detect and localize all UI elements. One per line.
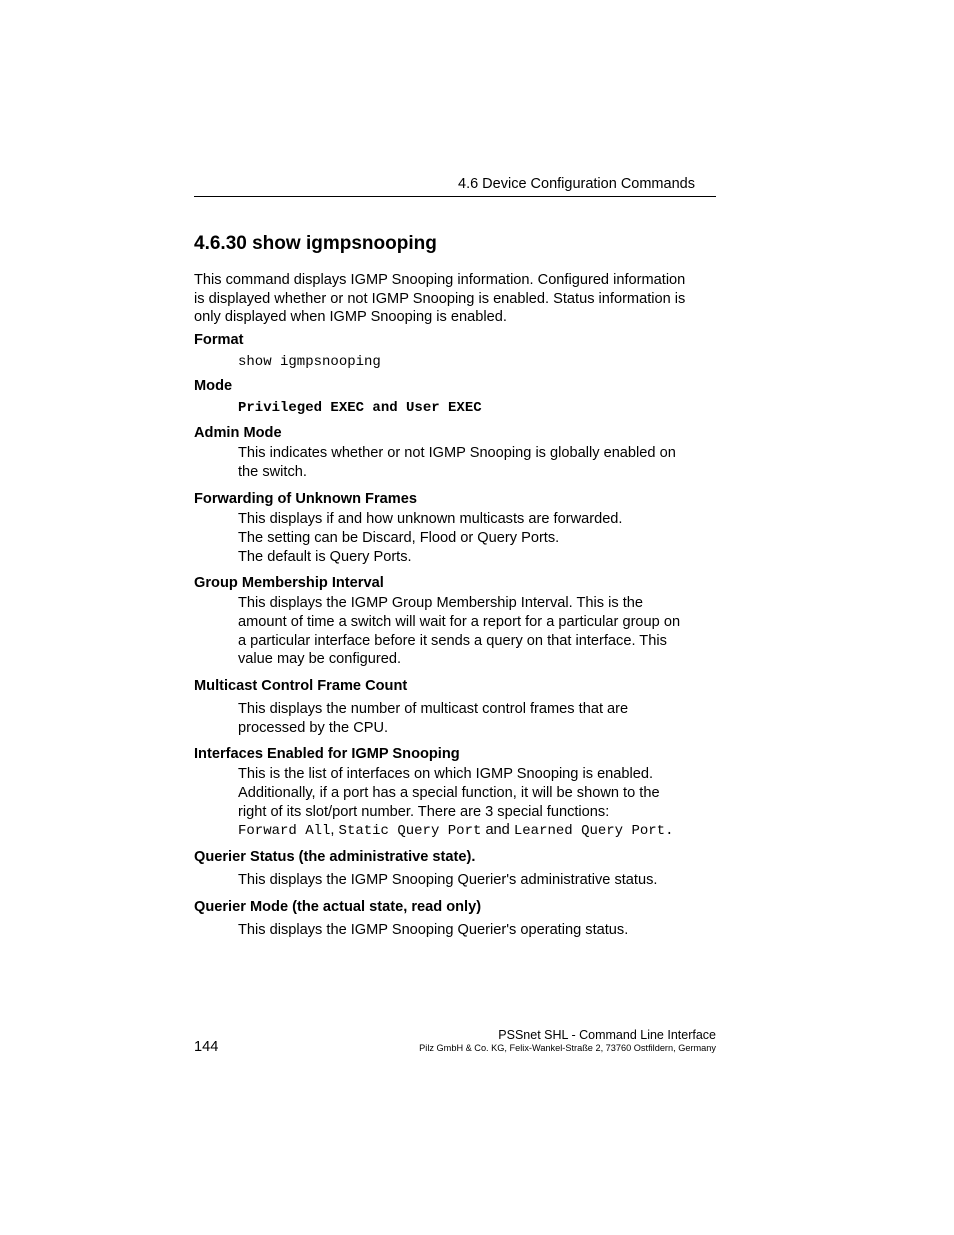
forwarding-description [238,510,724,566]
intro-line: only displayed when IGMP Snooping is enabled. [194,309,507,326]
admin-mode-description [238,444,724,482]
description-line: This displays the IGMP Snooping Querier's administrative status. [238,872,658,888]
description-line: processed by the CPU. [238,719,389,736]
description-line: The default is Query Ports. [238,548,412,565]
description-line: This displays the number of multicast control frames that are [238,701,629,717]
group-membership-description [238,594,724,669]
separator-and: and [485,822,510,839]
format-command: show igmpsnooping [238,354,381,370]
running-header: 4.6 Device Configuration Commands [458,176,695,192]
multicast-count-description [238,700,724,738]
description-line: This displays the IGMP Group Membership Interval. This is the [238,595,644,611]
interfaces-description [238,765,724,841]
section-title: 4.6.30 show igmpsnooping [194,233,437,254]
description-line: Additionally, if a port has a special function, it will be shown to the [238,784,660,801]
multicast-count-label: Multicast Control Frame Count [194,678,408,694]
description-line: This displays if and how unknown multicasts are forwarded. [238,511,623,527]
function-learned-query-port: Learned Query Port [513,823,666,840]
description-line: a particular interface before it sends a query on that interface. This [238,632,667,649]
intro-line: This command displays IGMP Snooping information. Configured information [194,272,686,288]
footer-address: Pilz GmbH & Co. KG, Felix-Wankel-Straße 2, 73760 Ostfildern, Germany [419,1043,716,1053]
querier-status-description [238,871,724,890]
function-static-query-port: Static Query Port [338,823,482,840]
description-line: This is the list of interfaces on which IGMP Snooping is enabled. [238,766,654,782]
group-membership-label: Group Membership Interval [194,575,384,591]
interfaces-label: Interfaces Enabled for IGMP Snooping [194,746,460,762]
description-line: The setting can be Discard, Flood or Query Ports. [238,529,560,546]
function-forward-all: Forward All [238,823,331,840]
forwarding-label: Forwarding of Unknown Frames [194,491,417,507]
description-line: This displays the IGMP Snooping Querier's operating status. [238,922,629,938]
querier-mode-description [238,921,724,940]
description-line: amount of time a switch will wait for a report for a particular group on [238,613,681,630]
sentence-end: . [665,823,674,840]
intro-line: is displayed whether or not IGMP Snooping is enabled. Status information is [194,290,686,307]
querier-status-label: Querier Status (the administrative state). [194,849,476,865]
mode-label: Mode [194,378,233,394]
description-line: value may be configured. [238,651,402,668]
format-label: Format [194,332,244,348]
page-number: 144 [194,1039,219,1055]
header-rule [194,196,716,197]
description-line: This indicates whether or not IGMP Snooping is globally enabled on [238,445,676,461]
footer-document-title: PSSnet SHL - Command Line Interface [498,1028,716,1042]
description-line: right of its slot/port number. There are 3 special functions: [238,803,610,820]
special-functions-line [238,821,724,841]
querier-mode-label: Querier Mode (the actual state, read only) [194,899,482,915]
description-line: the switch. [238,463,307,480]
separator-comma: , [330,822,335,839]
mode-value: Privileged EXEC and User EXEC [238,400,482,416]
intro-paragraph [194,271,724,327]
admin-mode-label: Admin Mode [194,425,282,441]
